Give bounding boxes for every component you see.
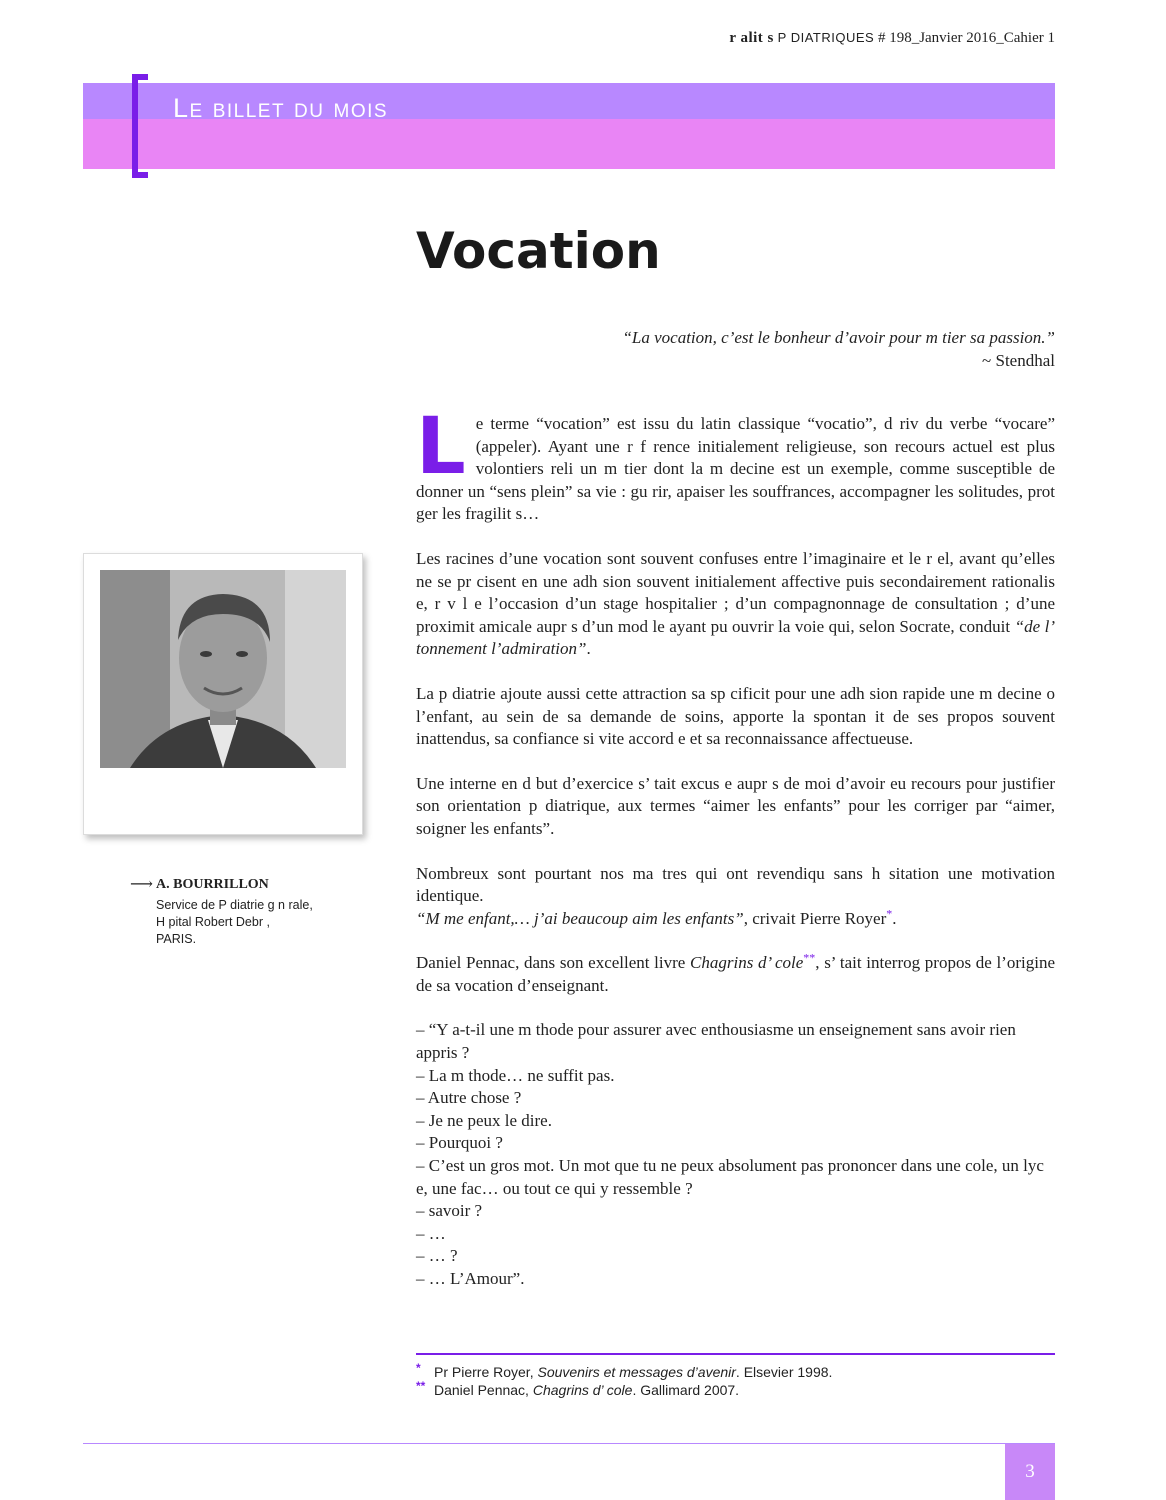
- footnote-source: Chagrins d’ cole: [532, 1382, 633, 1398]
- author-affiliation: [156, 897, 376, 948]
- footnote-text: . Elsevier 1998.: [735, 1364, 833, 1380]
- affiliation-line: PARIS.: [156, 932, 197, 946]
- page-number: 3: [1005, 1444, 1055, 1500]
- paragraph-text: Nombreux sont pourtant nos ma tres qui ont revendiqu sans h sitation une motivation identique.: [416, 863, 1055, 906]
- paragraph-text: e terme “vocation” est issu du latin classique “vocatio”, d riv du verbe “vocare” (appeler). Ayant une r f rence initialement religieuse, son recours actuel est plus volontiers reli un m tier dont la m decine est un exemple, comme susceptible de donner un “sens plein” sa vie : gu rir, apaiser les souffrances, accompagner les solitudes, prot ger les fragilit s…: [416, 414, 1055, 524]
- section-title: Le billet du mois: [173, 93, 389, 123]
- epigraph-quote: “La vocation, c’est le bonheur d’avoir pour m tier sa passion.”: [622, 328, 1055, 347]
- royer-quote: “M me enfant,… j’ai beaucoup aim les enfants”: [416, 908, 744, 928]
- socrates-quote: “de l’ tonnement l’admiration”: [416, 616, 1055, 659]
- footnote-text: . Gallimard 2007.: [632, 1382, 740, 1398]
- footnote-text: Pr Pierre Royer,: [434, 1364, 538, 1380]
- author-photo-frame: [83, 553, 363, 835]
- paragraph: [416, 952, 1055, 997]
- paragraph-text: .: [586, 639, 591, 659]
- footnote-mark: **: [416, 1379, 426, 1393]
- article-title: Vocation: [416, 222, 661, 280]
- affiliation-line: Service de P diatrie g n rale,: [156, 898, 313, 912]
- paragraph: [416, 402, 1055, 526]
- epigraph-author: ~ Stendhal: [982, 351, 1055, 370]
- bottom-divider: [83, 1443, 1055, 1444]
- dialogue-line: – La m thode… ne suffit pas.: [416, 1065, 615, 1085]
- footnote: [416, 1381, 1055, 1399]
- section-banner: [83, 83, 1055, 169]
- dialogue: [416, 1019, 1055, 1290]
- paragraph-text: Les racines d’une vocation sont souvent confuses entre l’imaginaire et le r el, avant qu’elles ne se pr cisent en une adh sion souvent initialement affective puis secondairement rationalis e, r v l e l’occasion d’un stage hospitalier ; d’un compagnonnage de consultation ; d’une proximit amicale aupr s d’un mod le ayant pu ouvrir la voie qui, selon Socrate, conduit: [416, 548, 1055, 636]
- magazine-name: r alit s: [729, 30, 774, 46]
- dialogue-line: – … ?: [416, 1246, 458, 1266]
- arrow-right-icon: ⟶: [130, 876, 153, 893]
- dialogue-line: – … L’Amour”.: [416, 1269, 525, 1288]
- paragraph-text: , s’ tait interrog propos de l’origine de sa vocation d’enseignant.: [416, 953, 1055, 995]
- dialogue-line: – “Y a-t-il une m thode pour assurer avec enthousiasme un enseignement sans avoir rien appris ?: [416, 1020, 1016, 1063]
- footnote-text: Daniel Pennac,: [434, 1382, 533, 1398]
- running-header: [729, 30, 1055, 47]
- paragraph-text: La p diatrie ajoute aussi cette attraction sa sp cificit pour une adh sion rapide une m decine o l’enfant, au sein de sa demande de soins, apporte la spontan it de ses propos souvent inattendus, sa confiance si vite accord e et sa reconnaissance affectueuse.: [416, 683, 1055, 749]
- paragraph: [416, 683, 1055, 751]
- portrait-illustration: [100, 570, 346, 768]
- paragraph: [416, 548, 1055, 661]
- paragraph-text: , crivait Pierre Royer: [743, 908, 887, 928]
- footnote-mark: *: [416, 1361, 421, 1375]
- magazine-section: P DIATRIQUES: [777, 30, 875, 45]
- footnote-source: Souvenirs et messages d’avenir: [537, 1364, 736, 1380]
- paragraph: [416, 863, 1055, 931]
- footnote-divider: [416, 1353, 1055, 1355]
- paragraph-text: Daniel Pennac, dans son excellent livre: [416, 953, 691, 973]
- dialogue-line: – C’est un gros mot. Un mot que tu ne peux absolument pas prononcer dans une cole, un lyc e, une fac… ou tout ce qui y ressemble ?: [416, 1156, 1044, 1198]
- dialogue-line: – …: [416, 1223, 446, 1243]
- author-photo: [100, 570, 346, 768]
- article-body: [416, 402, 1055, 1291]
- drop-cap: L: [416, 402, 466, 492]
- footnote-ref: *: [886, 906, 893, 921]
- dialogue-line: – Pourquoi ?: [416, 1133, 503, 1153]
- footnote: [416, 1363, 1055, 1381]
- footnotes: [416, 1363, 1055, 1399]
- author-name: A. BOURRILLON: [156, 877, 269, 892]
- dialogue-line: – Autre chose ?: [416, 1088, 522, 1108]
- paragraph-text: .: [892, 908, 897, 928]
- paragraph-text: Une interne en d but d’exercice s’ tait excus e aupr s de moi d’avoir eu recours pour justifier son orientation p diatrique, aux termes “aimer les enfants” pour les corriger par “aimer, soigner les enfants”.: [416, 773, 1055, 838]
- dialogue-line: – savoir ?: [416, 1201, 483, 1221]
- issue-info: # 198_Janvier 2016_Cahier 1: [877, 30, 1055, 46]
- bracket-decoration: [132, 74, 148, 178]
- book-title: Chagrins d’ cole: [690, 953, 804, 973]
- epigraph: [622, 326, 1055, 372]
- footnote-ref: **: [803, 950, 816, 965]
- paragraph: [416, 773, 1055, 841]
- affiliation-line: H pital Robert Debr ,: [156, 915, 270, 929]
- dialogue-line: – Je ne peux le dire.: [416, 1110, 552, 1130]
